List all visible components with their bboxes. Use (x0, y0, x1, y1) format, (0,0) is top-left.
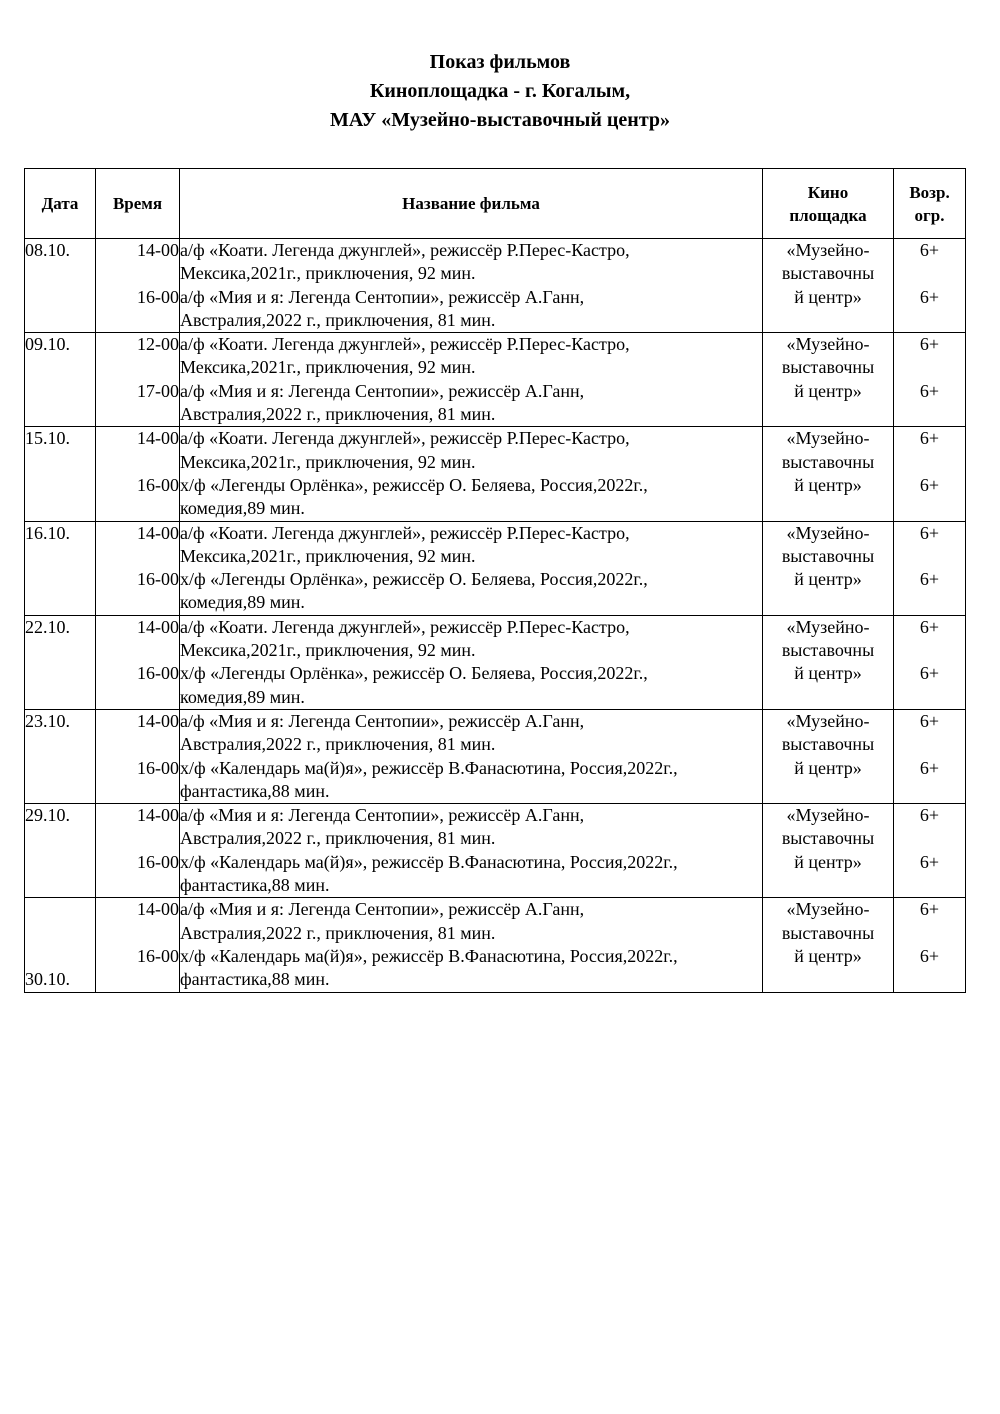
venue-text-line: й центр» (794, 286, 862, 307)
cell-age (894, 709, 966, 803)
film-text-line: а/ф «Коати. Легенда джунглей», режиссёр Р.Перес-Кастро, (180, 616, 630, 637)
film-text-line: а/ф «Мия и я: Легенда Сентопии», режиссёр А.Ганн, (180, 710, 585, 731)
film-text-line: а/ф «Мия и я: Легенда Сентопии», режиссёр А.Ганн, (180, 899, 585, 920)
film-text-line: Мексика,2021г., приключения, 92 мин. (180, 357, 476, 378)
age-rating: 6+ (919, 663, 940, 684)
age-rating: 6+ (919, 474, 940, 495)
venue-text-line: й центр» (794, 380, 862, 401)
age-rating: 6+ (919, 240, 940, 260)
table-row (25, 804, 966, 898)
film-entry (180, 522, 762, 569)
age-rating: 6+ (919, 428, 940, 449)
venue-text-line: «Музейно- (786, 240, 870, 260)
film-entry (180, 474, 762, 521)
time-value: 14-00 (137, 428, 179, 449)
time-value: 17-00 (137, 380, 179, 401)
film-text-line: х/ф «Календарь ма(й)я», режиссёр В.Фанасютина, Россия,2022г., (180, 757, 678, 778)
venue-text-line: «Музейно- (786, 710, 870, 731)
age-rating: 6+ (919, 334, 940, 355)
header-venue (763, 169, 894, 239)
table-row (25, 521, 966, 615)
venue-text-line: «Музейно- (786, 616, 870, 637)
film-text-line: комедия,89 мин. (180, 498, 305, 519)
venue-text-line: «Музейно- (786, 334, 870, 355)
cell-time (96, 898, 180, 992)
age-rating: 6+ (919, 945, 940, 966)
film-entry (180, 851, 762, 898)
venue-text-line: й центр» (794, 474, 862, 495)
film-text-line: х/ф «Календарь ма(й)я», режиссёр В.Фанасютина, Россия,2022г., (180, 851, 678, 872)
venue-text-line: «Музейно- (786, 428, 870, 449)
cell-film (180, 239, 763, 333)
cell-venue (763, 615, 894, 709)
film-text-line: Австралия,2022 г., приключения, 81 мин. (180, 309, 496, 330)
venue-text-line: выставочны (781, 640, 875, 661)
cell-age (894, 239, 966, 333)
cell-date: 23.10. (25, 709, 96, 803)
cell-date: 29.10. (25, 804, 96, 898)
cell-age (894, 333, 966, 427)
age-rating: 6+ (919, 757, 940, 778)
age-rating: 6+ (919, 805, 940, 826)
cell-film (180, 333, 763, 427)
film-text-line: фантастика,88 мин. (180, 969, 330, 990)
film-text-line: фантастика,88 мин. (180, 780, 330, 801)
header-venue-line-1: Кино (807, 182, 849, 202)
venue-text-line: выставочны (781, 734, 875, 755)
cell-time (96, 615, 180, 709)
venue-text-line: выставочны (781, 357, 875, 378)
film-entry (180, 804, 762, 851)
cell-venue (763, 709, 894, 803)
age-rating: 6+ (919, 286, 940, 307)
table-row (25, 239, 966, 333)
film-text-line: Австралия,2022 г., приключения, 81 мин. (180, 404, 496, 425)
age-rating: 6+ (919, 380, 940, 401)
venue-text-line: й центр» (794, 945, 862, 966)
film-text-line: а/ф «Коати. Легенда джунглей», режиссёр Р.Перес-Кастро, (180, 428, 630, 449)
title-line-2: Киноплощадка - г. Когалым, (369, 80, 631, 102)
film-text-line: Австралия,2022 г., приключения, 81 мин. (180, 922, 496, 943)
cell-film (180, 615, 763, 709)
age-rating: 6+ (919, 851, 940, 872)
age-rating: 6+ (919, 710, 940, 731)
film-text-line: а/ф «Мия и я: Легенда Сентопии», режиссёр А.Ганн, (180, 286, 585, 307)
film-text-line: Австралия,2022 г., приключения, 81 мин. (180, 828, 496, 849)
time-value: 12-00 (137, 334, 179, 355)
cell-time (96, 709, 180, 803)
venue-text-line: выставочны (781, 828, 875, 849)
title-line-1: Показ фильмов (429, 51, 571, 73)
time-value: 16-00 (137, 474, 179, 495)
header-age-line-1: Возр. (909, 182, 950, 202)
cell-venue (763, 804, 894, 898)
cell-date: 30.10. (25, 898, 96, 992)
cell-venue (763, 521, 894, 615)
cell-date: 22.10. (25, 615, 96, 709)
time-value: 14-00 (137, 899, 179, 920)
film-entry (180, 710, 762, 757)
time-value: 14-00 (137, 710, 179, 731)
film-text-line: х/ф «Легенды Орлёнка», режиссёр О. Беляева, Россия,2022г., (180, 663, 648, 684)
venue-text-line: й центр» (794, 663, 862, 684)
cell-age (894, 615, 966, 709)
cell-film (180, 521, 763, 615)
film-entry (180, 898, 762, 945)
film-text-line: фантастика,88 мин. (180, 875, 330, 896)
film-text-line: комедия,89 мин. (180, 592, 305, 613)
film-entry (180, 427, 762, 474)
table-row (25, 898, 966, 992)
title-line-3: МАУ «Музейно-выставочный центр» (329, 109, 671, 131)
film-text-line: х/ф «Календарь ма(й)я», режиссёр В.Фанасютина, Россия,2022г., (180, 945, 678, 966)
cell-film (180, 804, 763, 898)
cell-age (894, 898, 966, 992)
film-text-line: х/ф «Легенды Орлёнка», режиссёр О. Беляева, Россия,2022г., (180, 474, 648, 495)
time-value: 14-00 (137, 616, 179, 637)
film-entry (180, 333, 762, 380)
film-text-line: Австралия,2022 г., приключения, 81 мин. (180, 734, 496, 755)
film-text-line: а/ф «Коати. Легенда джунглей», режиссёр Р.Перес-Кастро, (180, 522, 630, 543)
header-age (894, 169, 966, 239)
cell-date: 09.10. (25, 333, 96, 427)
schedule-table (24, 168, 966, 993)
film-text-line: Мексика,2021г., приключения, 92 мин. (180, 263, 476, 284)
film-text-line: а/ф «Коати. Легенда джунглей», режиссёр Р.Перес-Кастро, (180, 334, 630, 355)
film-text-line: а/ф «Мия и я: Легенда Сентопии», режиссёр А.Ганн, (180, 805, 585, 826)
film-entry (180, 568, 762, 615)
cell-time (96, 239, 180, 333)
film-entry (180, 286, 762, 333)
cell-venue (763, 239, 894, 333)
document-title (0, 48, 1000, 135)
film-text-line: х/ф «Легенды Орлёнка», режиссёр О. Беляева, Россия,2022г., (180, 569, 648, 590)
time-value: 16-00 (137, 569, 179, 590)
venue-text-line: й центр» (794, 757, 862, 778)
cell-time (96, 804, 180, 898)
venue-text-line: й центр» (794, 851, 862, 872)
header-film: Название фильма (180, 169, 763, 239)
cell-film (180, 427, 763, 521)
film-entry (180, 662, 762, 709)
time-value: 16-00 (137, 663, 179, 684)
film-entry (180, 757, 762, 804)
cell-film (180, 709, 763, 803)
table-row (25, 427, 966, 521)
table-row (25, 709, 966, 803)
table-row (25, 615, 966, 709)
age-rating: 6+ (919, 569, 940, 590)
venue-text-line: «Музейно- (786, 899, 870, 920)
cell-time (96, 521, 180, 615)
header-time: Время (96, 169, 180, 239)
cell-date: 08.10. (25, 239, 96, 333)
schedule-body (25, 239, 966, 993)
film-entry (180, 380, 762, 427)
film-text-line: комедия,89 мин. (180, 686, 305, 707)
time-value: 14-00 (137, 805, 179, 826)
time-value: 14-00 (137, 522, 179, 543)
film-text-line: Мексика,2021г., приключения, 92 мин. (180, 451, 476, 472)
cell-venue (763, 333, 894, 427)
time-value: 16-00 (137, 757, 179, 778)
header-date: Дата (25, 169, 96, 239)
film-entry (180, 239, 762, 286)
table-row (25, 333, 966, 427)
venue-text-line: «Музейно- (786, 805, 870, 826)
age-rating: 6+ (919, 616, 940, 637)
cell-age (894, 427, 966, 521)
cell-time (96, 333, 180, 427)
header-age-line-2: огр. (914, 205, 945, 225)
venue-text-line: выставочны (781, 451, 875, 472)
cell-time (96, 427, 180, 521)
age-rating: 6+ (919, 522, 940, 543)
time-value: 16-00 (137, 286, 179, 307)
venue-text-line: й центр» (794, 569, 862, 590)
cell-venue (763, 898, 894, 992)
venue-text-line: выставочны (781, 263, 875, 284)
cell-age (894, 804, 966, 898)
cell-date: 15.10. (25, 427, 96, 521)
venue-text-line: «Музейно- (786, 522, 870, 543)
time-value: 16-00 (137, 851, 179, 872)
film-text-line: Мексика,2021г., приключения, 92 мин. (180, 545, 476, 566)
cell-date: 16.10. (25, 521, 96, 615)
film-text-line: а/ф «Коати. Легенда джунглей», режиссёр Р.Перес-Кастро, (180, 240, 630, 260)
film-entry (180, 945, 762, 992)
venue-text-line: выставочны (781, 922, 875, 943)
cell-venue (763, 427, 894, 521)
film-entry (180, 616, 762, 663)
venue-text-line: выставочны (781, 545, 875, 566)
table-header-row (25, 169, 966, 239)
cell-film (180, 898, 763, 992)
time-value: 16-00 (137, 945, 179, 966)
age-rating: 6+ (919, 899, 940, 920)
time-value: 14-00 (137, 240, 179, 260)
header-venue-line-2: площадка (789, 205, 867, 225)
cell-age (894, 521, 966, 615)
film-text-line: Мексика,2021г., приключения, 92 мин. (180, 640, 476, 661)
film-text-line: а/ф «Мия и я: Легенда Сентопии», режиссёр А.Ганн, (180, 380, 585, 401)
